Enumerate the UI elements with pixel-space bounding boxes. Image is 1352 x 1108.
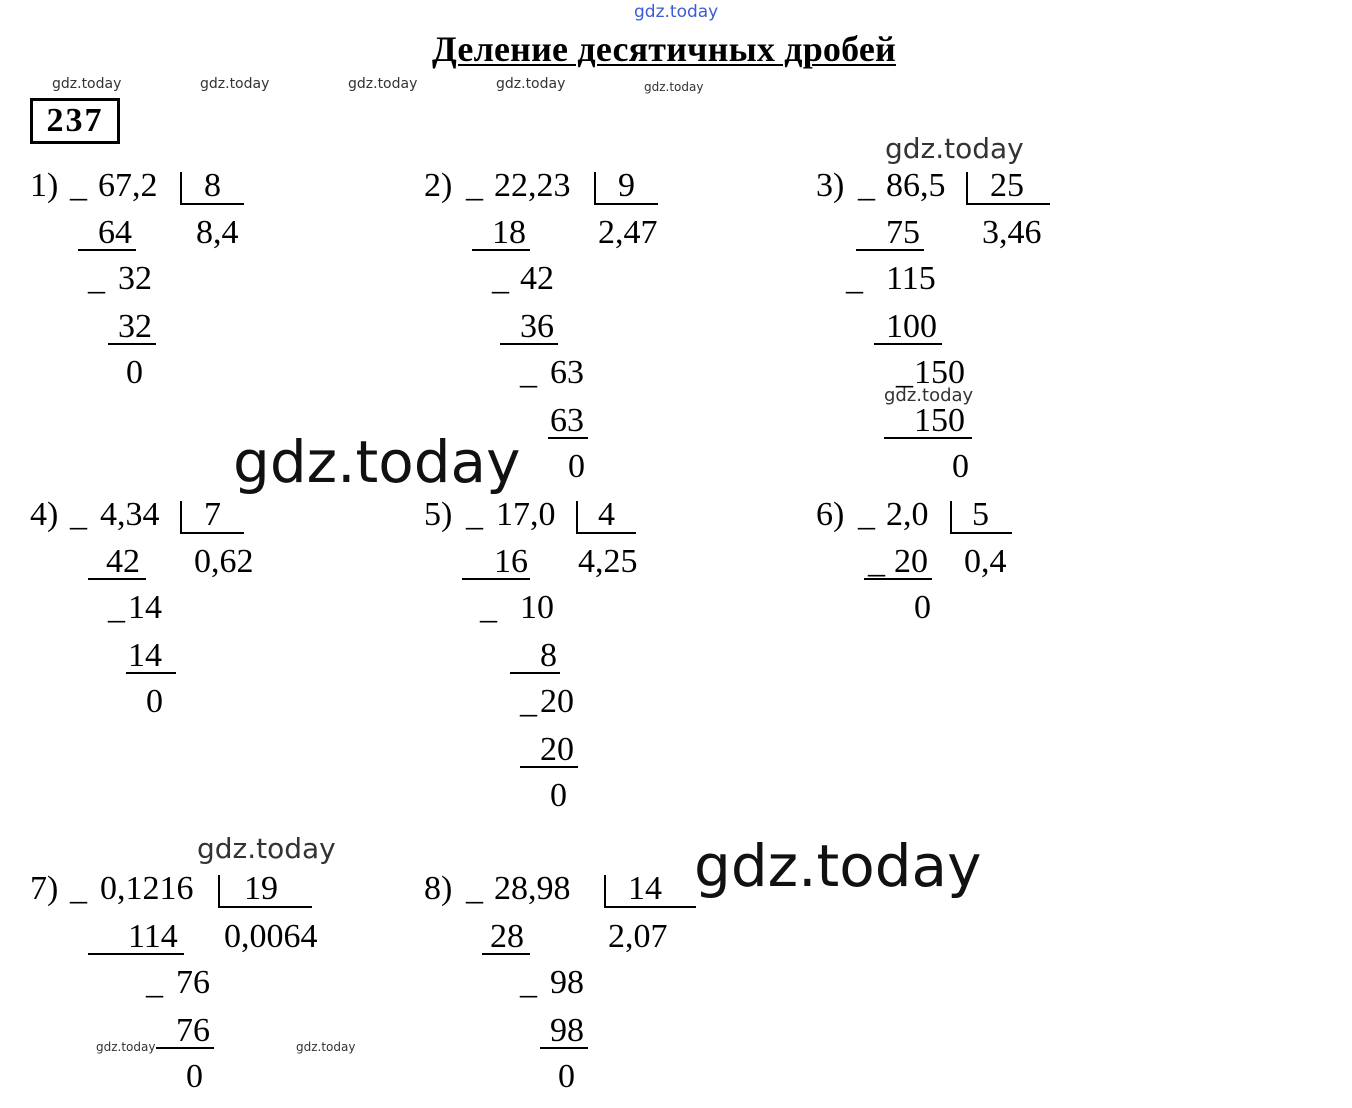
problem-label: 6) (816, 496, 845, 533)
step: 63 (550, 354, 584, 391)
watermark: gdz.today (52, 76, 122, 92)
dividend: 4,34 (100, 496, 160, 533)
dividend: 2,0 (886, 496, 929, 533)
problem-label: 3) (816, 167, 845, 204)
division-bar (180, 501, 182, 533)
watermark: gdz.today (634, 2, 719, 22)
step: 16 (494, 543, 528, 580)
minus-sign: _ (146, 964, 163, 1001)
minus-sign: _ (70, 496, 87, 533)
division-bar (966, 172, 968, 204)
divisor-underline (966, 203, 1050, 205)
minus-sign: _ (70, 167, 87, 204)
remainder: 0 (568, 448, 585, 485)
remainder: 0 (146, 683, 163, 720)
divisor: 8 (204, 167, 221, 204)
step-underline (884, 437, 972, 439)
problem-label: 7) (30, 870, 59, 907)
step: 42 (106, 543, 140, 580)
step-underline (520, 766, 578, 768)
watermark: gdz.today (694, 832, 982, 900)
quotient: 0,62 (194, 543, 254, 580)
divisor-underline (950, 532, 1012, 534)
watermark: gdz.today (348, 76, 418, 92)
step: 114 (128, 918, 178, 955)
divisor-underline (594, 203, 658, 205)
step: 20 (540, 731, 574, 768)
divisor: 5 (972, 496, 989, 533)
dividend: 22,23 (494, 167, 571, 204)
quotient: 0,4 (964, 543, 1007, 580)
step: 28 (490, 918, 524, 955)
dividend: 17,0 (496, 496, 556, 533)
divisor: 19 (244, 870, 278, 907)
step: 10 (520, 589, 554, 626)
problem-label: 8) (424, 870, 453, 907)
watermark: gdz.today (96, 1040, 156, 1054)
minus-sign: _ (466, 167, 483, 204)
step: 14 (128, 637, 162, 674)
step-underline (108, 343, 156, 345)
problem-label: 5) (424, 496, 453, 533)
minus-sign: _ (108, 589, 125, 626)
minus-sign: _ (492, 260, 509, 297)
step-underline (156, 1047, 214, 1049)
division-bar (594, 172, 596, 204)
minus-sign: _ (520, 964, 537, 1001)
step-underline (540, 1047, 588, 1049)
step-underline (500, 343, 558, 345)
step: 98 (550, 1012, 584, 1049)
quotient: 8,4 (196, 214, 239, 251)
divisor-underline (218, 906, 312, 908)
step: 20 (540, 683, 574, 720)
step-underline (88, 578, 146, 580)
dividend: 28,98 (494, 870, 571, 907)
divisor: 4 (598, 496, 615, 533)
dividend: 86,5 (886, 167, 946, 204)
step: 150 (914, 402, 965, 439)
watermark: gdz.today (233, 428, 521, 496)
division-bar (180, 172, 182, 204)
step-underline (510, 672, 560, 674)
problem-label: 1) (30, 167, 59, 204)
minus-sign: _ (520, 683, 537, 720)
step-underline (864, 578, 932, 580)
quotient: 2,07 (608, 918, 668, 955)
page-title: Деление десятичных дробей (432, 29, 896, 69)
exercise-number: 237 (30, 98, 120, 144)
watermark: gdz.today (197, 832, 336, 865)
watermark: gdz.today (496, 76, 566, 92)
step: 76 (176, 1012, 210, 1049)
step: 8 (540, 637, 557, 674)
divisor-underline (604, 906, 696, 908)
step: 63 (550, 402, 584, 439)
step: 100 (886, 308, 937, 345)
step: 75 (886, 214, 920, 251)
step: 42 (520, 260, 554, 297)
watermark: gdz.today (885, 132, 1024, 165)
problem-label: 2) (424, 167, 453, 204)
remainder: 0 (952, 448, 969, 485)
step-underline (874, 343, 942, 345)
step: 18 (492, 214, 526, 251)
watermark: gdz.today (884, 385, 974, 406)
step-underline (482, 953, 530, 955)
step-underline (548, 437, 588, 439)
divisor: 25 (990, 167, 1024, 204)
step-underline (856, 249, 924, 251)
minus-sign: _ (858, 496, 875, 533)
remainder: 0 (914, 589, 931, 626)
remainder: 0 (126, 354, 143, 391)
minus-sign: _ (88, 260, 105, 297)
step-underline (462, 578, 530, 580)
problem-label: 4) (30, 496, 59, 533)
minus-sign: _ (896, 354, 913, 391)
divisor-underline (180, 203, 244, 205)
minus-sign: _ (466, 870, 483, 907)
remainder: 0 (186, 1058, 203, 1095)
step: 14 (128, 589, 162, 626)
divisor-underline (576, 532, 636, 534)
minus-sign: _ (868, 543, 885, 580)
minus-sign: _ (846, 260, 863, 297)
minus-sign: _ (466, 496, 483, 533)
step: 115 (886, 260, 936, 297)
watermark: gdz.today (200, 76, 270, 92)
division-bar (218, 875, 220, 907)
divisor: 9 (618, 167, 635, 204)
division-bar (576, 501, 578, 533)
remainder: 0 (550, 777, 567, 814)
minus-sign: _ (858, 167, 875, 204)
step: 36 (520, 308, 554, 345)
divisor-underline (180, 532, 244, 534)
division-bar (604, 875, 606, 907)
divisor: 7 (204, 496, 221, 533)
step: 98 (550, 964, 584, 1001)
minus-sign: _ (520, 354, 537, 391)
minus-sign: _ (70, 870, 87, 907)
step: 32 (118, 308, 152, 345)
watermark: gdz.today (644, 80, 704, 94)
step: 150 (914, 354, 965, 391)
watermark: gdz.today (296, 1040, 356, 1054)
quotient: 2,47 (598, 214, 658, 251)
division-bar (950, 501, 952, 533)
step: 32 (118, 260, 152, 297)
step: 76 (176, 964, 210, 1001)
dividend: 0,1216 (100, 870, 194, 907)
step-underline (88, 953, 184, 955)
quotient: 0,0064 (224, 918, 318, 955)
quotient: 4,25 (578, 543, 638, 580)
step: 64 (98, 214, 132, 251)
remainder: 0 (558, 1058, 575, 1095)
step-underline (78, 249, 136, 251)
quotient: 3,46 (982, 214, 1042, 251)
step: 20 (894, 543, 928, 580)
divisor: 14 (628, 870, 662, 907)
minus-sign: _ (480, 589, 497, 626)
step-underline (126, 672, 176, 674)
step-underline (472, 249, 530, 251)
dividend: 67,2 (98, 167, 158, 204)
